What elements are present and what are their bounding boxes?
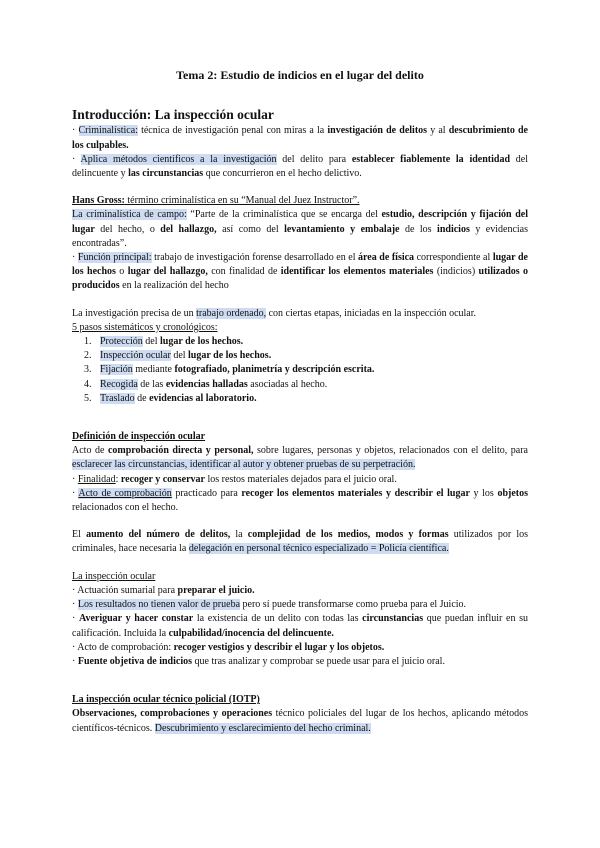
intro-line-2: · Aplica métodos científicos a la investigación del delito para establecer fiablemente la identidad del delincuente y las circunstancias que concurrieron en el hecho delictivo. xyxy=(72,153,528,180)
intro-line-1: · Criminalística: técnica de investigación penal con miras a la investigación de delitos y al descubrimiento de los culpables. xyxy=(72,125,528,151)
gross-line: Hans Gross: término criminalística en su “Manual del Juez Instructor”. xyxy=(72,195,360,207)
document-page xyxy=(72,68,528,736)
list-item: 2. Inspección ocular del lugar de los hechos. xyxy=(94,349,528,363)
steps-label: 5 pasos sistemáticos y cronológicos: xyxy=(72,321,218,333)
intro-heading: Introducción: La inspección ocular xyxy=(72,107,274,123)
investigation-line: La investigación precisa de un trabajo ordenado, con ciertas etapas, iniciadas en la inspección ocular. xyxy=(72,307,477,319)
list-item: 1. Protección del lugar de los hechos. xyxy=(94,335,528,349)
list-item: 4. Recogida de las evidencias halladas asociadas al hecho. xyxy=(94,378,528,392)
iotp-heading: La inspección ocular técnico policial (IOTP) xyxy=(72,694,260,706)
ocular-item-2: · Los resultados no tienen valor de prueba pero sí puede transformarse como prueba para el Juicio. xyxy=(72,599,467,611)
gross-field-line: La criminalística de campo: “Parte de la criminalística que se encarga del estudio, descripción y fijación del lugar del hecho, o del hallazgo, así como del levantamiento y embalaje de los indicios y evidencias encontradas”. xyxy=(72,209,529,249)
definition-line-2: · Finalidad: recoger y conservar los restos materiales dejados para el juicio oral. xyxy=(72,473,397,485)
list-item: 5. Traslado de evidencias al laboratorio. xyxy=(94,392,528,406)
ocular-item-4: · Acto de comprobación: recoger vestigios y describir el lugar y los objetos. xyxy=(72,641,385,653)
ocular-item-1: · Actuación sumarial para preparar el juicio. xyxy=(72,584,255,596)
ocular-item-3: · Averiguar y hacer constar la existencia de un delito con todas las circunstancias que puedan influir en su calificación. Incluida la culpabilidad/inocencia del delincuente. xyxy=(72,613,528,639)
page-title: Tema 2: Estudio de indicios en el lugar del delito xyxy=(176,68,424,82)
definition-line-4: El aumento del número de delitos, la complejidad de los medios, modos y formas utilizados por los criminales, hace necesaria la delegación en personal técnico especializado = Policía científica. xyxy=(72,529,529,555)
gross-function-line: · Función principal: trabajo de investigación forense desarrollado en el área de física correspondiente al lugar de los hechos o lugar del hallazgo, con finalidad de identificar los elementos materiales (indicios) utilizados o producidos en la realización del hecho xyxy=(72,252,529,292)
definition-heading: Definición de inspección ocular xyxy=(72,431,206,443)
ocular-item-5: · Fuente objetiva de indicios que tras analizar y comprobar se puede usar para el juicio oral. xyxy=(72,655,445,667)
iotp-line: Observaciones, comprobaciones y operaciones técnico policiales del lugar de los hechos, aplicando métodos científicos-técnicos. Descubrimiento y esclarecimiento del hecho criminal. xyxy=(72,708,528,734)
definition-line-1: Acto de comprobación directa y personal, sobre lugares, personas y objetos, relacionados con el delito, para esclarecer las circunstancias, identificar al autor y obtener pruebas de su perpetración. xyxy=(72,445,528,471)
ocular-heading: La inspección ocular xyxy=(72,570,156,582)
list-item: 3. Fijación mediante fotografiado, planimetría y descripción escrita. xyxy=(94,363,528,377)
definition-line-3: · Acto de comprobación practicado para recoger los elementos materiales y describir el lugar y los objetos relacionados con el hecho. xyxy=(72,487,528,514)
steps-list xyxy=(72,335,528,406)
